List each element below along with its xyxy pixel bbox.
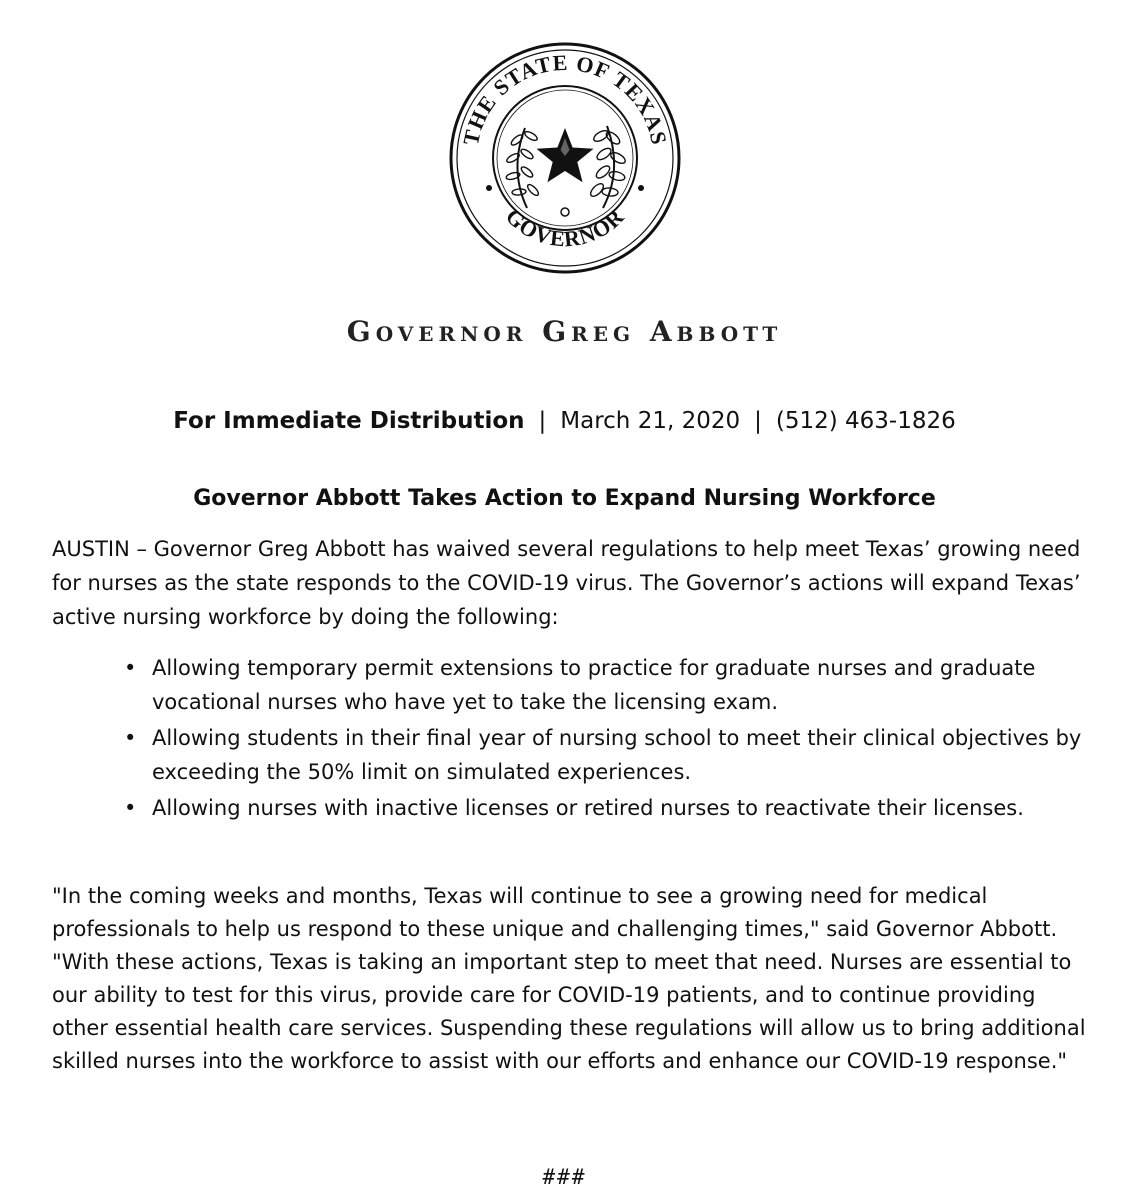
svg-text:THE STATE OF TEXAS: THE STATE OF TEXAS xyxy=(457,49,673,148)
separator: | xyxy=(754,408,762,434)
lead-paragraph: AUSTIN – Governor Greg Abbott has waived several regulations to help meet Texas’ growing need for nurses as the state responds to the COVID-19 virus. The Governor’s actions will expand Texas’ active nursing workforce by doing the following: xyxy=(52,537,1081,629)
contact-phone: (512) 463-1826 xyxy=(775,408,956,434)
release-date: March 21, 2020 xyxy=(560,408,741,434)
svg-text:GOVERNOR: GOVERNOR xyxy=(500,203,630,252)
end-mark: ### xyxy=(542,1165,587,1189)
list-item xyxy=(52,651,1102,719)
bullet-icon: • xyxy=(124,726,137,750)
actions-list xyxy=(52,651,1102,827)
distribution-label: For Immediate Distribution xyxy=(173,408,525,434)
list-item xyxy=(52,721,1102,789)
bullet-icon: • xyxy=(124,656,137,680)
office-title: Governor Greg Abbott xyxy=(346,315,783,348)
separator: | xyxy=(538,408,547,434)
texas-governor-seal-icon xyxy=(447,40,683,276)
list-item xyxy=(52,791,1102,825)
headline: Governor Abbott Takes Action to Expand Nursing Workforce xyxy=(193,486,936,511)
quote-paragraph: "In the coming weeks and months, Texas will continue to see a growing need for medical professionals to help us respond to these unique and challenging times," said Governor Abbott. "With these actions, Texas is taking an important step to meet that need. Nurses are essential to our ability to test for this virus, provide care for COVID-19 patients, and to continue providing other essential health care services. Suspending these regulations will allow us to bring additional skilled nurses into the workforce to assist with our efforts and enhance our COVID-19 response." xyxy=(52,884,1086,1073)
list-item-text: Allowing nurses with inactive licenses or retired nurses to reactivate their licenses. xyxy=(152,796,1024,820)
distribution-line xyxy=(0,405,1129,437)
bullet-icon: • xyxy=(124,796,137,820)
list-item-text: Allowing temporary permit extensions to practice for graduate nurses and graduate vocational nurses who have yet to take the licensing exam. xyxy=(152,656,1036,714)
list-item-text: Allowing students in their final year of nursing school to meet their clinical objectives by exceeding the 50% limit on simulated experiences. xyxy=(152,726,1082,784)
